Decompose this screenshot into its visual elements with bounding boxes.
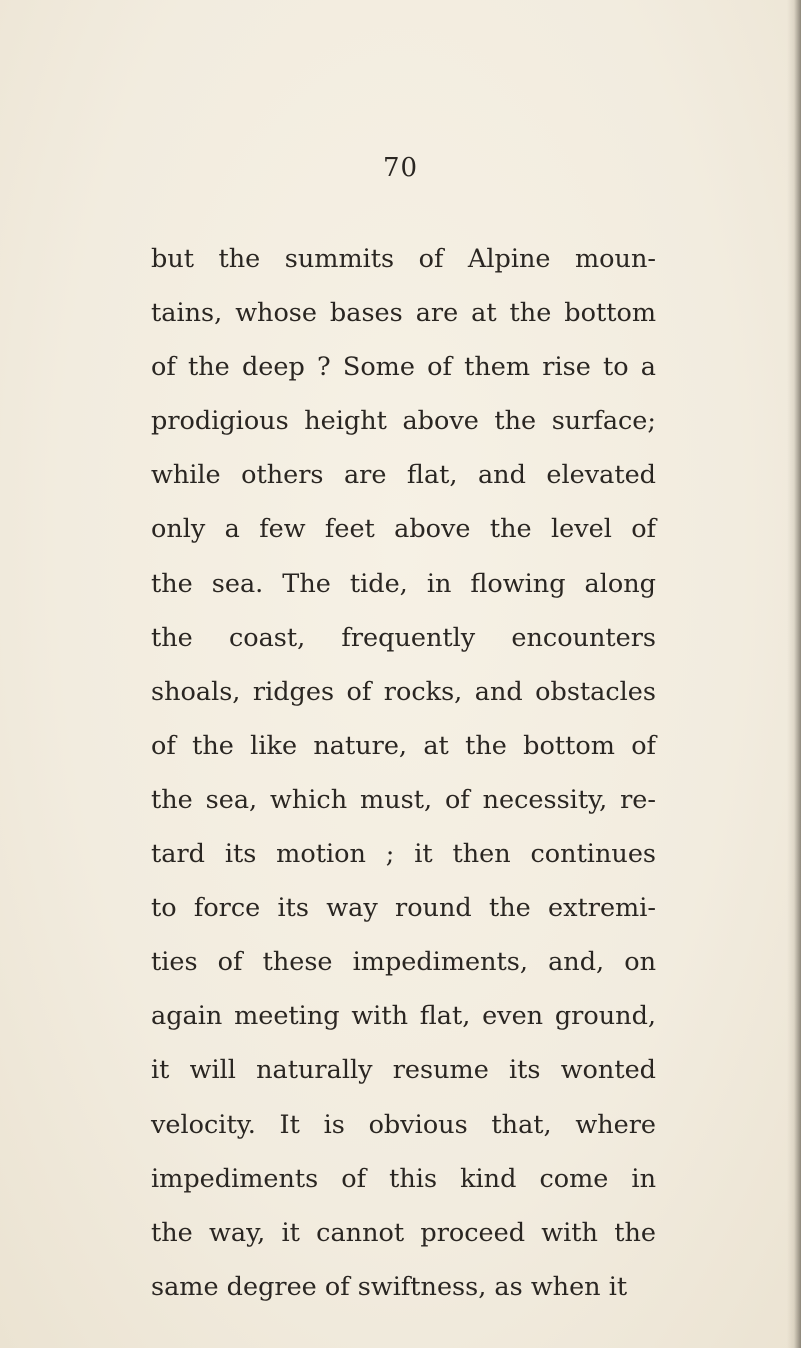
text-line: tains, whose bases are at the bottom xyxy=(151,298,656,329)
text-line: but the summits of Alpine moun- xyxy=(151,244,656,274)
text-line: the sea, which must, of necessity, re- xyxy=(151,784,656,815)
text-line: the sea. The tide, in flowing along xyxy=(151,568,656,599)
body-text xyxy=(151,232,656,1314)
text-line: velocity. It is obvious that, where xyxy=(151,1109,656,1140)
text-line: to force its way round the extremi- xyxy=(151,893,656,924)
text-line: of the deep ? Some of them rise to a xyxy=(151,352,656,383)
text-line: ties of these impediments, and, on xyxy=(151,947,656,978)
text-line: it will naturally resume its wonted xyxy=(151,1055,656,1086)
text-line: impediments of this kind come in xyxy=(151,1163,656,1194)
text-line: same degree of swiftness, as when it xyxy=(151,1271,628,1302)
page-number: 70 xyxy=(382,153,419,183)
text-line: the way, it cannot proceed with the xyxy=(151,1217,656,1248)
text-line: prodigious height above the surface; xyxy=(151,406,656,437)
text-line: of the like nature, at the bottom of xyxy=(151,730,656,761)
text-line: again meeting with flat, even ground, xyxy=(151,1001,656,1032)
page-edge-shadow xyxy=(787,0,801,1348)
text-line: shoals, ridges of rocks, and obstacles xyxy=(151,676,656,707)
text-line: while others are flat, and elevated xyxy=(151,460,656,491)
text-line: only a few feet above the level of xyxy=(151,514,656,545)
text-line: tard its motion ; it then continues xyxy=(151,839,656,870)
text-line: the coast, frequently encounters xyxy=(151,622,656,653)
